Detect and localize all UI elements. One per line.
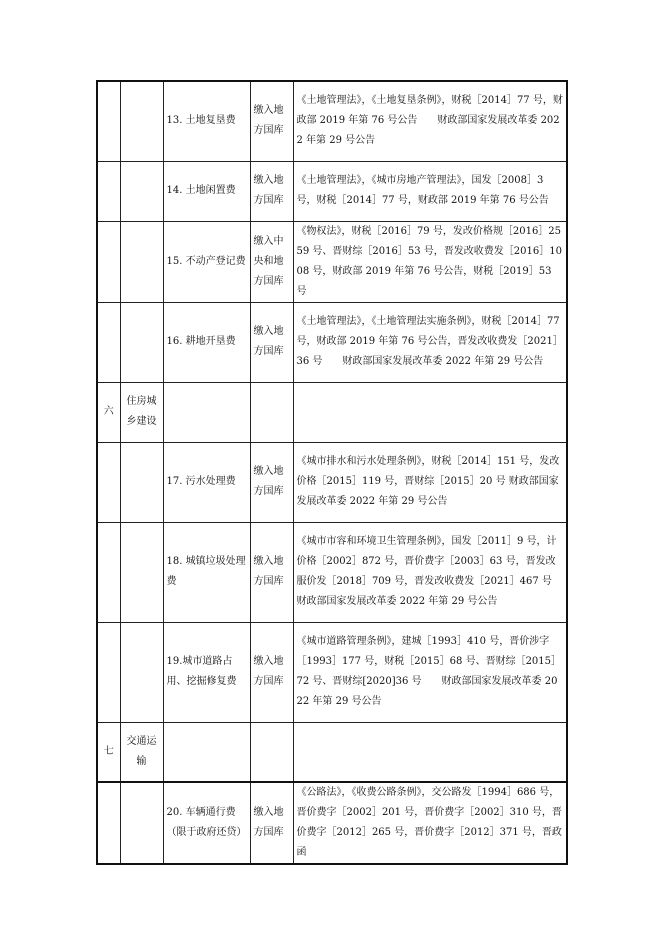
fee-item: 20. 车辆通行费（限于政府还贷） bbox=[163, 782, 250, 864]
row-number bbox=[97, 522, 120, 622]
fee-basis: 《物权法》，财税［2016］79 号，发改价格规［2016］2559 号、晋财综［2016］53 号，晋发改收费发［2016］1008 号，财政部 2019 年第 76 号公告，财税［2019］53 号 bbox=[293, 221, 567, 302]
row-category bbox=[120, 782, 163, 864]
row-number bbox=[97, 221, 120, 302]
fee-basis: 《土地管理法》，《土地复垦条例》，财税［2014］77 号，财政部 2019 年第 76 号公告 财政部国家发展改革委 2022 年第 29 号公告 bbox=[293, 81, 567, 161]
fee-item bbox=[163, 382, 250, 442]
row-category bbox=[120, 161, 163, 221]
section-category: 住房城乡建设 bbox=[120, 382, 163, 442]
table-row-section bbox=[97, 382, 567, 442]
fee-item: 15. 不动产登记费 bbox=[163, 221, 250, 302]
fee-destination: 缴入地方国库 bbox=[250, 522, 293, 622]
row-number bbox=[97, 782, 120, 864]
fee-item bbox=[163, 722, 250, 782]
fee-item: 18. 城镇垃圾处理费 bbox=[163, 522, 250, 622]
fee-basis: 《城市市容和环境卫生管理条例》，国发［2011］9 号，计价格［2002］872 号，晋价费字［2003］63 号，晋发改服价发［2018］709 号，晋发改收费发［2021］467 号 财政部国家发展改革委 2022 年第 29 号公告 bbox=[293, 522, 567, 622]
fee-item: 13. 土地复垦费 bbox=[163, 81, 250, 161]
fee-destination: 缴入地方国库 bbox=[250, 302, 293, 382]
row-category bbox=[120, 221, 163, 302]
fee-destination: 缴入地方国库 bbox=[250, 622, 293, 722]
fee-destination: 缴入地方国库 bbox=[250, 442, 293, 522]
fee-basis bbox=[293, 382, 567, 442]
row-number bbox=[97, 81, 120, 161]
table-row bbox=[97, 622, 567, 722]
fee-destination: 缴入地方国库 bbox=[250, 782, 293, 864]
table-row bbox=[97, 221, 567, 302]
row-category bbox=[120, 302, 163, 382]
fee-basis: 《城市道路管理条例》，建城［1993］410 号，晋价涉字［1993］177 号，财税［2015］68 号、晋财综［2015］72 号、晋财综[2020]36 号 财政部国家发展改革委 2022 年第 29 号公告 bbox=[293, 622, 567, 722]
section-number: 六 bbox=[97, 382, 120, 442]
fee-destination: 缴入中央和地方国库 bbox=[250, 221, 293, 302]
fee-item: 17. 污水处理费 bbox=[163, 442, 250, 522]
row-number bbox=[97, 161, 120, 221]
table-row bbox=[97, 442, 567, 522]
fee-basis bbox=[293, 722, 567, 782]
fee-destination: 缴入地方国库 bbox=[250, 81, 293, 161]
table-row bbox=[97, 302, 567, 382]
row-category bbox=[120, 81, 163, 161]
table-row-section bbox=[97, 722, 567, 782]
section-number: 七 bbox=[97, 722, 120, 782]
fee-basis: 《土地管理法》，《土地管理法实施条例》，财税［2014］77 号，财政部 2019 年第 76 号公告，晋发改收费发［2021］36 号 财政部国家发展改革委 2022 年第 29 号公告 bbox=[293, 302, 567, 382]
table-row bbox=[97, 782, 567, 864]
section-category: 交通运输 bbox=[120, 722, 163, 782]
fee-table bbox=[96, 80, 572, 865]
table-row bbox=[97, 522, 567, 622]
fee-item: 16. 耕地开垦费 bbox=[163, 302, 250, 382]
fee-destination: 缴入地方国库 bbox=[250, 161, 293, 221]
row-number bbox=[97, 302, 120, 382]
fee-basis: 《城市排水和污水处理条例》，财税［2014］151 号，发改价格［2015］119 号，晋财综［2015］20 号 财政部国家发展改革委 2022 年第 29 号公告 bbox=[293, 442, 567, 522]
fee-item: 14. 土地闲置费 bbox=[163, 161, 250, 221]
row-category bbox=[120, 442, 163, 522]
table-row bbox=[97, 81, 567, 161]
row-category bbox=[120, 622, 163, 722]
fee-destination bbox=[250, 722, 293, 782]
row-number bbox=[97, 442, 120, 522]
table-row bbox=[97, 161, 567, 221]
fee-basis: 《公路法》，《收费公路条例》，交公路发［1994］686 号，晋价费字［2002］201 号，晋价费字［2002］310 号，晋价费字［2012］265 号，晋价费字［2012］371 号，晋政函 bbox=[293, 782, 567, 864]
fee-destination bbox=[250, 382, 293, 442]
row-number bbox=[97, 622, 120, 722]
fee-basis: 《土地管理法》，《城市房地产管理法》，国发［2008］3 号，财税［2014］77 号，财政部 2019 年第 76 号公告 bbox=[293, 161, 567, 221]
fee-item: 19.城市道路占用、挖掘修复费 bbox=[163, 622, 250, 722]
row-category bbox=[120, 522, 163, 622]
